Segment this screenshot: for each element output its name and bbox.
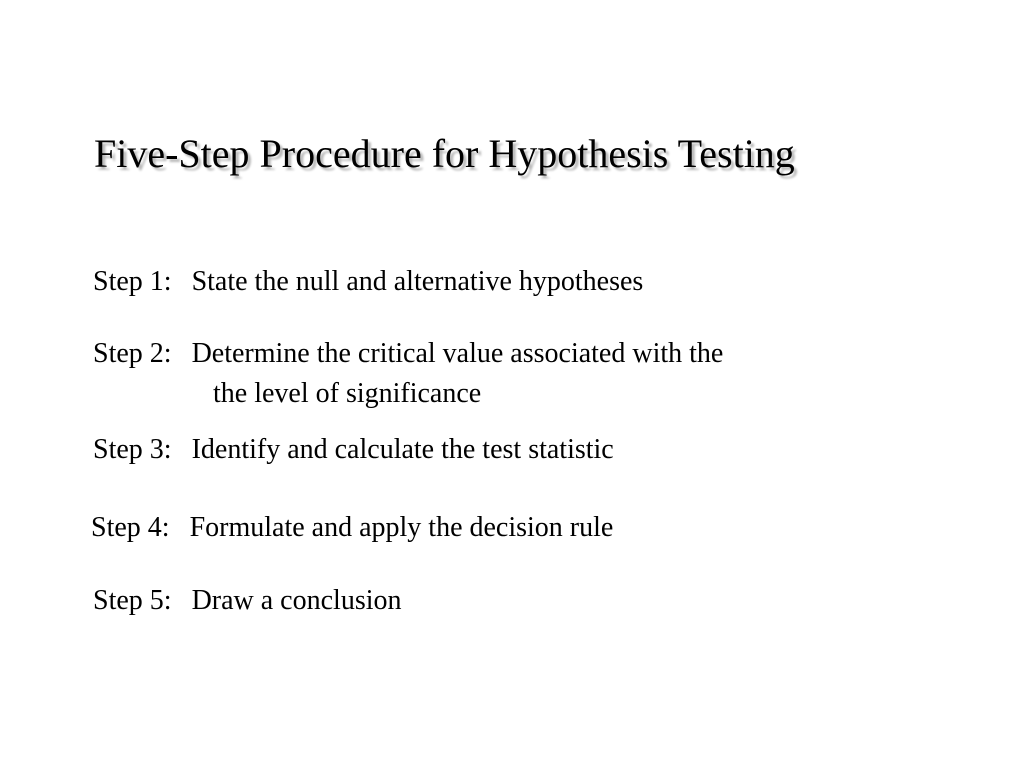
step-2-text: Determine the critical value associated with the [191,338,724,369]
step-3-label: Step 3: [93,434,172,465]
step-2-continuation: the level of significance [213,378,482,409]
step-3-text: Identify and calculate the test statistic [191,434,614,465]
step-4-text: Formulate and apply the decision rule [189,512,614,543]
step-1-label: Step 1: [93,266,172,297]
step-4-label: Step 4: [91,512,170,543]
step-4 [91,508,613,548]
step-5 [93,581,402,621]
slide-title: Five-Step Procedure for Hypothesis Testing [94,131,795,176]
step-1 [93,262,643,302]
step-2-label: Step 2: [93,338,172,369]
step-1-text: State the null and alternative hypotheses [191,266,644,297]
step-5-label: Step 5: [93,585,172,616]
step-5-text: Draw a conclusion [191,585,402,616]
step-2 [93,334,723,374]
step-3 [93,430,614,470]
